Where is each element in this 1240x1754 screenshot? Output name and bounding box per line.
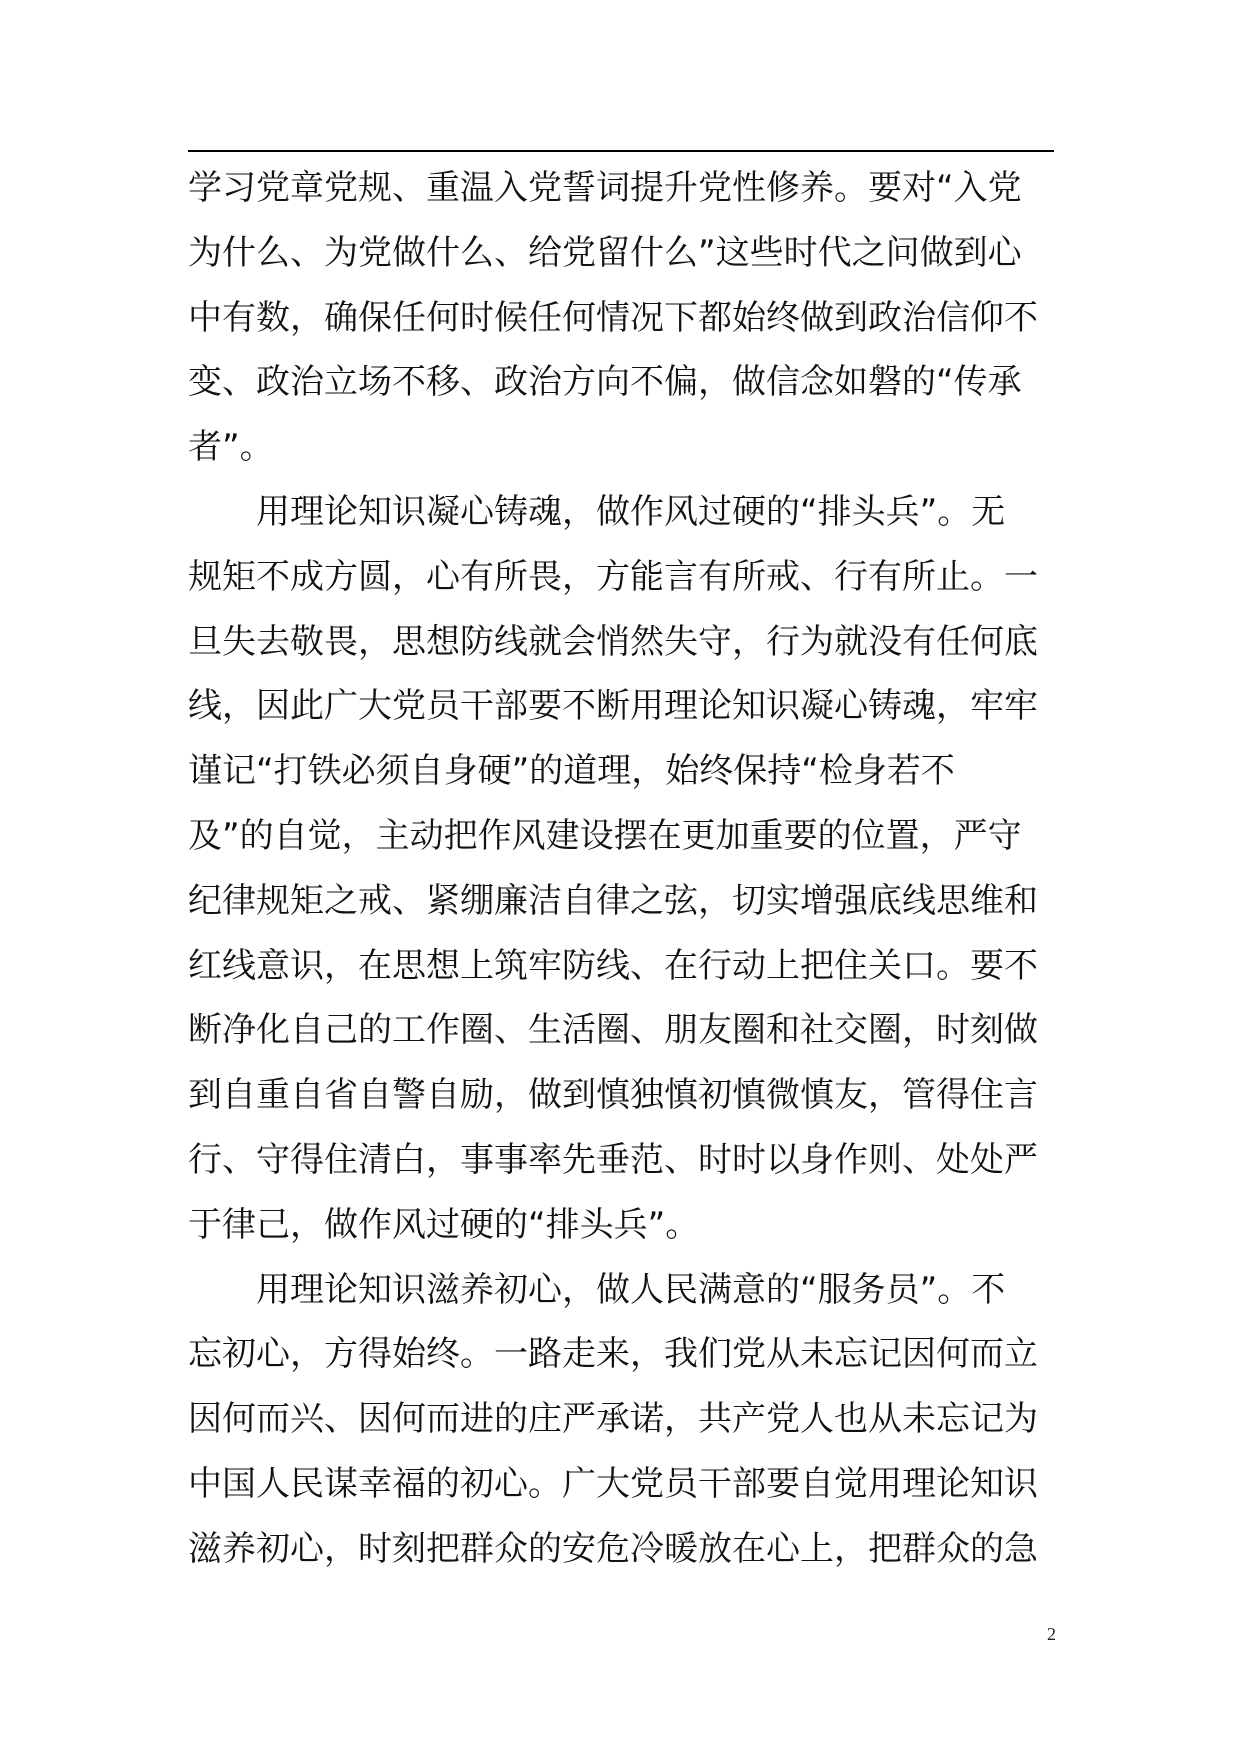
text-line: 为什么、为党做什么、给党留什么”这些时代之问做到心: [188, 232, 1022, 273]
text-line: 忘初心，方得始终。一路走来，我们党从未忘记因何而立: [188, 1334, 1038, 1375]
text-line: 变、政治立场不移、政治方向不偏，做信念如磐的“传承: [188, 362, 1022, 403]
text-line: 滋养初心，时刻把群众的安危冷暖放在心上，把群众的急: [188, 1528, 1038, 1569]
page-number: 2: [1047, 1624, 1056, 1644]
text-line: 及”的自觉，主动把作风建设摆在更加重要的位置，严守: [188, 815, 1022, 856]
header-rule: [188, 150, 1054, 152]
text-line: 红线意识，在思想上筑牢防线、在行动上把住关口。要不: [188, 945, 1038, 986]
document-body: [188, 156, 1054, 1582]
paragraph-first-line: 用理论知识滋养初心，做人民满意的“服务员”。不: [256, 1269, 1006, 1310]
text-line: 中国人民谋幸福的初心。广大党员干部要自觉用理论知识: [188, 1463, 1038, 1504]
text-line: 规矩不成方圆，心有所畏，方能言有所戒、行有所止。一: [188, 556, 1038, 597]
text-line: 线，因此广大党员干部要不断用理论知识凝心铸魂，牢牢: [188, 686, 1038, 727]
paragraph-first-line: 用理论知识凝心铸魂，做作风过硬的“排头兵”。无: [256, 491, 1006, 532]
text-line: 旦失去敬畏，思想防线就会悄然失守，行为就没有任何底: [188, 621, 1038, 662]
text-line: 行、守得住清白，事事率先垂范、时时以身作则、处处严: [188, 1139, 1038, 1180]
text-line: 因何而兴、因何而进的庄严承诺，共产党人也从未忘记为: [188, 1399, 1038, 1440]
text-line: 学习党章党规、重温入党誓词提升党性修养。要对“入党: [188, 168, 1022, 208]
text-line: 到自重自省自警自励，做到慎独慎初慎微慎友，管得住言: [188, 1075, 1038, 1116]
text-line: 于律己，做作风过硬的“排头兵”。: [188, 1204, 700, 1245]
text-line: 纪律规矩之戒、紧绷廉洁自律之弦，切实增强底线思维和: [188, 880, 1038, 921]
text-line: 谨记“打铁必须自身硬”的道理，始终保持“检身若不: [188, 751, 955, 792]
text-line: 断净化自己的工作圈、生活圈、朋友圈和社交圈，时刻做: [188, 1010, 1038, 1051]
text-line: 者”。: [188, 427, 274, 468]
text-line: 中有数，确保任何时候任何情况下都始终做到政治信仰不: [188, 297, 1038, 338]
